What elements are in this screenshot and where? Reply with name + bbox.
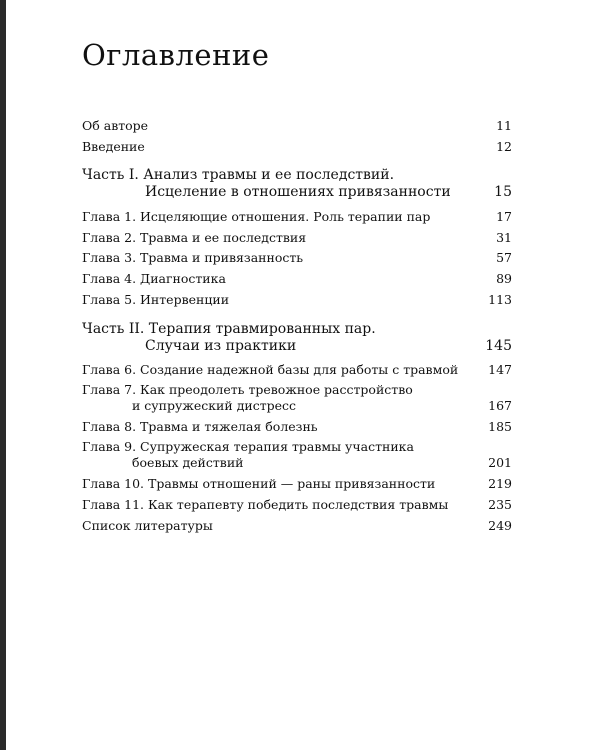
toc-entry-chapter-5[interactable] <box>82 292 512 308</box>
toc-entry-page: 219 <box>488 476 512 491</box>
toc-entry-chapter-3[interactable] <box>82 250 512 266</box>
toc-entry-chapter-8[interactable] <box>82 419 512 435</box>
toc-entry-label: Глава 3. Травма и привязанность <box>82 250 304 265</box>
toc-entry-page: 11 <box>496 118 512 133</box>
page-binding-edge <box>0 0 6 750</box>
toc-entry-label-line1: Глава 9. Супружеская терапия травмы участника <box>82 439 414 454</box>
toc-entry-label: Глава 8. Травма и тяжелая болезнь <box>82 419 318 434</box>
toc-entry-chapter-9[interactable] <box>82 439 512 471</box>
toc-entry-label-line2: боевых действий <box>132 455 244 470</box>
toc-entry-page: 57 <box>496 250 512 265</box>
toc-entry-page: 167 <box>488 398 512 413</box>
toc-entry-chapter-2[interactable] <box>82 230 512 246</box>
toc-entry-label-line2: и супружеский дистресс <box>132 398 297 413</box>
toc-part-title-line2: Исцеление в отношениях привязанности <box>145 184 451 200</box>
toc-entry-chapter-11[interactable] <box>82 497 512 513</box>
toc-entry-chapter-1[interactable] <box>82 209 512 225</box>
toc-part-1[interactable] <box>82 167 512 201</box>
toc-entry-label: Об авторе <box>82 118 149 133</box>
toc-entry-label: Введение <box>82 139 145 154</box>
toc-entry-page: 145 <box>485 338 512 354</box>
toc-entry-label: Глава 1. Исцеляющие отношения. Роль терапии пар <box>82 209 431 224</box>
toc-entry-page: 17 <box>496 209 512 224</box>
toc-entry-page: 113 <box>488 292 512 307</box>
toc-entry-introduction[interactable] <box>82 139 512 155</box>
toc-entry-page: 249 <box>488 518 512 533</box>
toc-entry-chapter-10[interactable] <box>82 476 512 492</box>
toc-entry-label: Глава 6. Создание надежной базы для работы с травмой <box>82 362 459 377</box>
toc-part-title-line1: Часть II. Терапия травмированных пар. <box>82 321 376 337</box>
toc-entry-chapter-6[interactable] <box>82 362 512 378</box>
toc-part-2[interactable] <box>82 321 512 355</box>
toc-entry-label: Глава 2. Травма и ее последствия <box>82 230 307 245</box>
toc-entry-label: Список литературы <box>82 518 213 533</box>
page-title: Оглавление <box>82 38 270 72</box>
toc-entry-bibliography[interactable] <box>82 518 512 534</box>
toc-part-title-line2: Случаи из практики <box>145 338 297 354</box>
toc-entry-page: 201 <box>488 455 512 470</box>
toc-entry-page: 31 <box>496 230 512 245</box>
toc-entry-page: 12 <box>496 139 512 154</box>
toc-entry-label: Глава 11. Как терапевту победить последствия травмы <box>82 497 449 512</box>
toc-entry-label-line1: Глава 7. Как преодолеть тревожное расстройство <box>82 382 413 397</box>
toc-entry-label: Глава 4. Диагностика <box>82 271 226 286</box>
toc-entry-about-author[interactable] <box>82 118 512 134</box>
toc-entry-page: 235 <box>488 497 512 512</box>
toc-entry-label: Глава 5. Интервенции <box>82 292 230 307</box>
toc-entry-page: 89 <box>496 271 512 286</box>
toc-entry-chapter-7[interactable] <box>82 382 512 414</box>
toc-entry-page: 185 <box>488 419 512 434</box>
toc-entry-chapter-4[interactable] <box>82 271 512 287</box>
toc-entry-page: 15 <box>494 184 512 200</box>
toc-entry-page: 147 <box>488 362 512 377</box>
toc-part-title-line1: Часть I. Анализ травмы и ее последствий. <box>82 167 395 183</box>
toc-entry-label: Глава 10. Травмы отношений — раны привязанности <box>82 476 436 491</box>
